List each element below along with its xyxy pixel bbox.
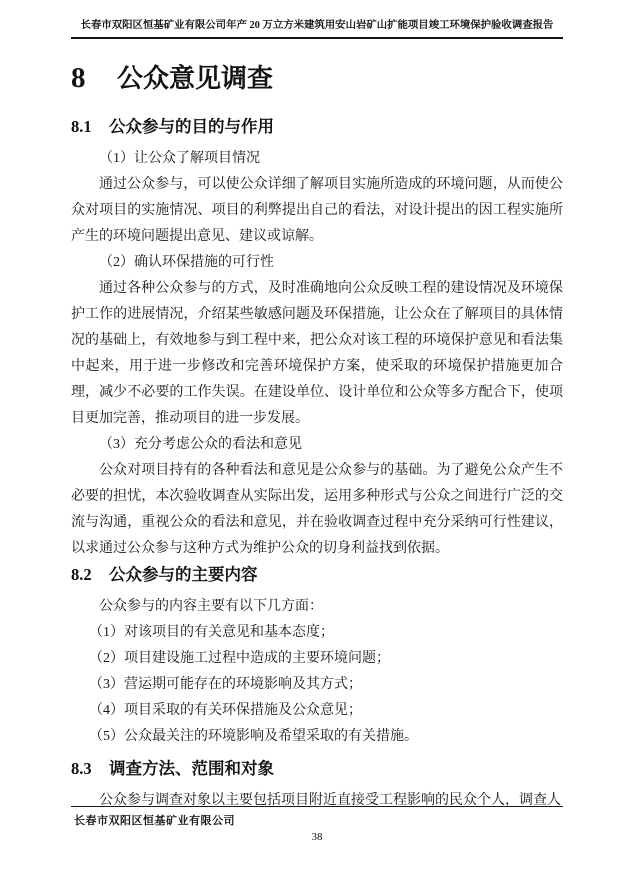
chapter-title: 公众意见调查 — [117, 64, 274, 93]
section-number: 8.1 — [71, 117, 92, 136]
section-number: 8.3 — [71, 759, 92, 778]
list-item: （3）营运期可能存在的环境影响及其方式； — [89, 677, 362, 692]
paragraph: 公众参与调查对象以主要包括项目附近直接受工程影响的民众个人，调查人 — [99, 793, 561, 808]
section-title: 调查方法、范围和对象 — [109, 759, 274, 778]
section-heading-8-3 — [71, 756, 563, 782]
section-heading-8-2 — [71, 562, 563, 588]
paragraph: 公众对项目持有的各种看法和意见是公众参与的基础。为了避免公众产生不必要的担忧，本次验收调查从实际出发，运用多种形式与公众之间进行广泛的交流与沟通，重视公众的看法和意见，并在验收调查过程中充分采纳可行性建议，以求通过公众参与这种方式为维护公众的切身利益找到依据。 — [71, 463, 563, 556]
subheading: （1）让公众了解项目情况 — [99, 151, 260, 166]
list-item: （1）对该项目的有关意见和基本态度； — [89, 625, 334, 640]
footer-divider — [71, 806, 563, 807]
paragraph: 通过公众参与，可以使公众详细了解项目实施所造成的环境问题，从而使公众对项目的实施情况、项目的利弊提出自己的看法，对设计提出的因工程实施所产生的环境问题提出意见、建议或谅解。 — [71, 177, 563, 244]
section-title: 公众参与的目的与作用 — [109, 117, 274, 136]
subheading: （3）充分考虑公众的看法和意见 — [99, 437, 302, 452]
section-heading-8-1 — [71, 114, 563, 140]
page-number: 38 — [311, 831, 323, 843]
subheading: （2）确认环保措施的可行性 — [99, 255, 274, 270]
footer-company: 长春市双阳区恒基矿业有限公司 — [74, 815, 235, 827]
list-item: （4）项目采取的有关环保措施及公众意见； — [89, 703, 362, 718]
list-item: （2）项目建设施工过程中造成的主要环境问题； — [89, 651, 390, 666]
chapter-heading — [71, 62, 563, 96]
list-item: （5）公众最关注的环境影响及希望采取的有关措施。 — [89, 729, 418, 744]
running-header-title: 长春市双阳区恒基矿业有限公司年产 20 万立方米建筑用安山岩矿山扩能项目竣工环境保护验收调查报告 — [71, 19, 563, 39]
section-number: 8.2 — [71, 565, 92, 584]
section-title: 公众参与的主要内容 — [109, 565, 258, 584]
paragraph: 公众参与的内容主要有以下几方面： — [99, 599, 323, 614]
page-content — [71, 0, 563, 814]
chapter-number: 8 — [71, 62, 86, 94]
paragraph: 通过各种公众参与的方式，及时准确地向公众反映工程的建设情况及环境保护工作的进展情况，介绍某些敏感问题及环保措施，让公众在了解项目的具体情况的基础上，有效地参与到工程中来，把公众对该工程的环境保护意见和看法集中起来，用于进一步修改和完善环境保护方案，使采取的环境保护措施更加合理，减少不必要的工作失误。在建设单位、设计单位和公众等多方配合下，使项目更加完善，推动项目的进一步发展。 — [71, 281, 563, 426]
